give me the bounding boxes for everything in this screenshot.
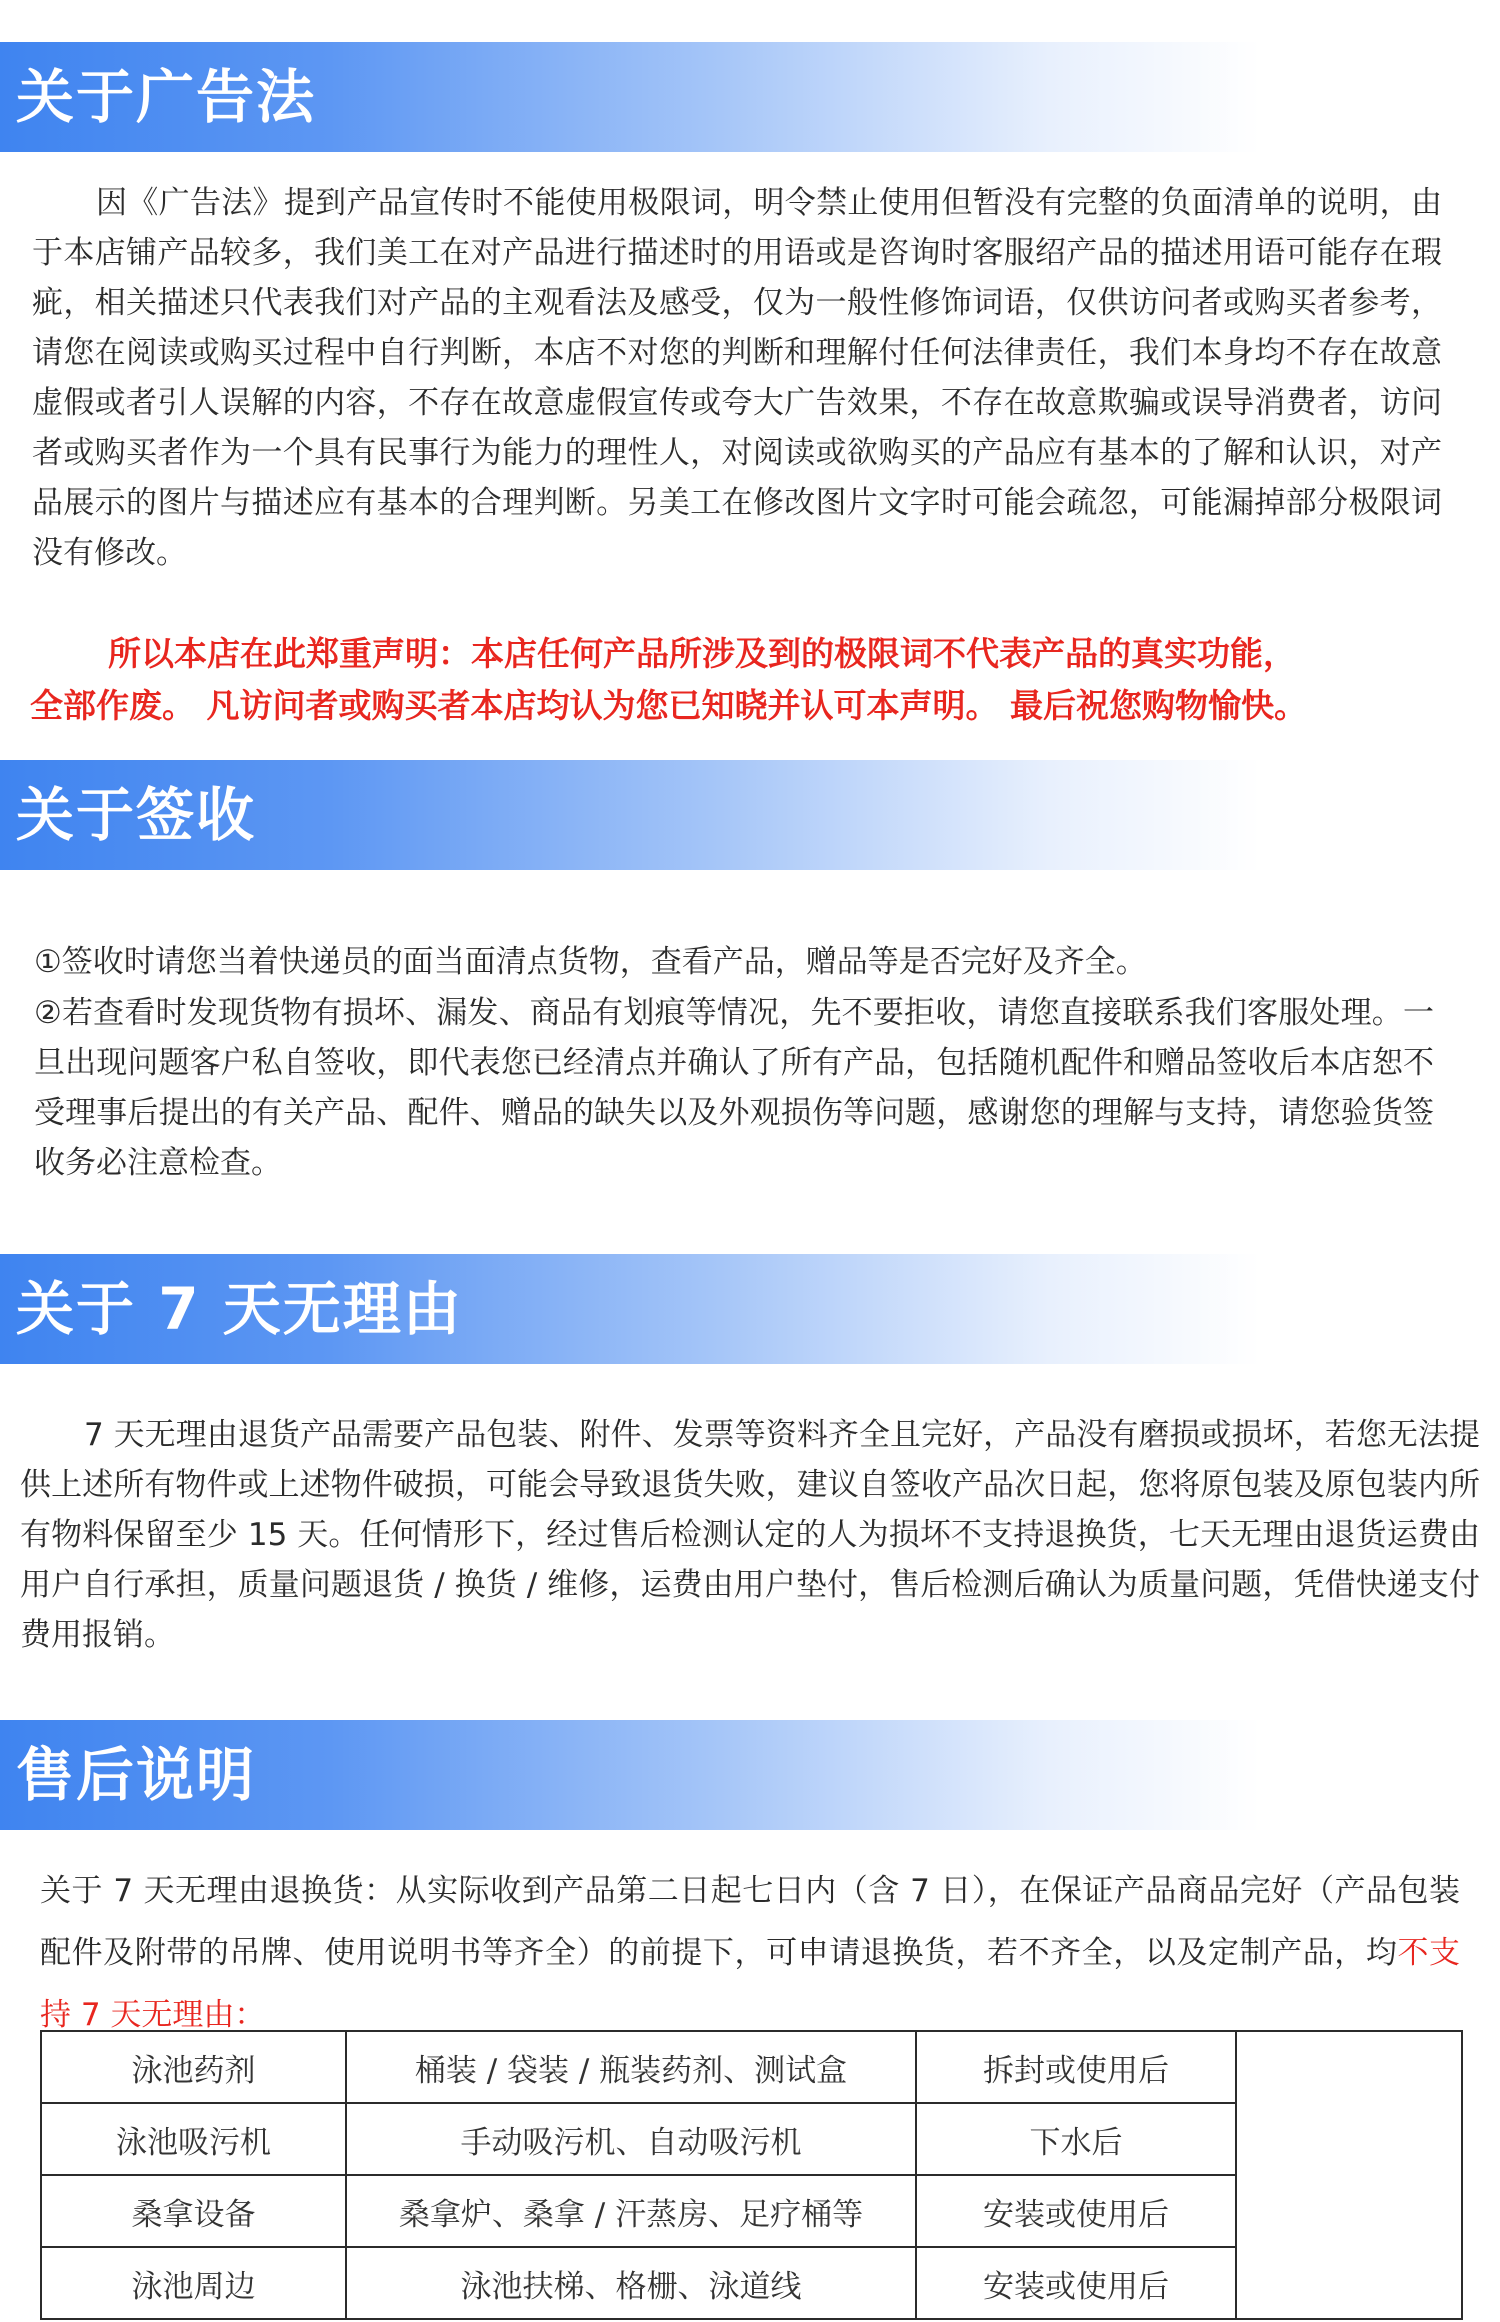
table-cell-category: 泳池药剂	[41, 2031, 346, 2103]
table-cell-items: 桶装 / 袋装 / 瓶装药剂、测试盒	[346, 2031, 916, 2103]
table-cell-items: 桑拿炉、桑拿 / 汗蒸房、足疗桶等	[346, 2175, 916, 2247]
table-cell-items: 泳池扶梯、格栅、泳道线	[346, 2247, 916, 2319]
seven-day-body: 7 天无理由退货产品需要产品包装、附件、发票等资料齐全且完好，产品没有磨损或损坏，若您无法提供上述所有物件或上述物件破损，可能会导致退货失败，建议自签收产品次日起，您将原包装及原包装内所有物料保留至少 15 天。任何情形下，经过售后检测认定的人为损坏不支持退换货，七天无理由退货运费由用户自行承担，质量问题退货 / 换货 / 维修，运费由用户垫付，售后检测后确认为质量问题，凭借快递支付费用报销。	[20, 1417, 1480, 1653]
table-cell-condition: 拆封或使用后	[916, 2031, 1236, 2103]
table-cell-condition: 安装或使用后	[916, 2247, 1236, 2319]
section-title: 关于 7 天无理由	[16, 1275, 463, 1343]
table-cell-blank	[1236, 2031, 1462, 2319]
ad-law-statement-line1: 所以本店在此郑重声明：本店任何产品所涉及到的极限词不代表产品的真实功能，	[108, 634, 1296, 673]
table-cell-category: 泳池周边	[41, 2247, 346, 2319]
return-policy-table	[40, 2030, 1463, 2320]
section-header-ad-law	[0, 42, 1500, 152]
table-cell-condition: 安装或使用后	[916, 2175, 1236, 2247]
table-row	[41, 2031, 1462, 2103]
section-title: 售后说明	[16, 1741, 257, 1809]
table-cell-condition: 下水后	[916, 2103, 1236, 2175]
section-title: 关于广告法	[16, 63, 317, 131]
receipt-item-1: ①签收时请您当着快递员的面当面清点货物，查看产品，赠品等是否完好及齐全。	[34, 944, 1147, 980]
table-cell-category: 泳池吸污机	[41, 2103, 346, 2175]
table-cell-category: 桑拿设备	[41, 2175, 346, 2247]
ad-law-statement-line2: 全部作废。 凡访问者或购买者本店均认为您已知晓并认可本声明。 最后祝您购物愉快。	[30, 686, 1307, 725]
after-sales-intro-red: 不支持 7 天无理由：	[40, 1935, 1461, 2033]
ad-law-body: 因《广告法》提到产品宣传时不能使用极限词，明令禁止使用但暂没有完整的负面清单的说明，由于本店铺产品较多，我们美工在对产品进行描述时的用语或是咨询时客服绍产品的描述用语可能存在瑕疵，相关描述只代表我们对产品的主观看法及感受，仅为一般性修饰词语，仅供访问者或购买者参考，请您在阅读或购买过程中自行判断，本店不对您的判断和理解付任何法律责任，我们本身均不存在故意虚假或者引人误解的内容，不存在故意虚假宣传或夸大广告效果，不存在故意欺骗或误导消费者，访问者或购买者作为一个具有民事行为能力的理性人，对阅读或欲购买的产品应有基本的了解和认识，对产品展示的图片与描述应有基本的合理判断。另美工在修改图片文字时可能会疏忽，可能漏掉部分极限词没有修改。	[32, 185, 1442, 571]
after-sales-intro	[40, 1860, 1460, 2046]
table-cell-items: 手动吸污机、自动吸污机	[346, 2103, 916, 2175]
section-title: 关于签收	[16, 781, 257, 849]
after-sales-intro-text: 关于 7 天无理由退换货：从实际收到产品第二日起七日内（含 7 日），在保证产品商品完好（产品包装配件及附带的吊牌、使用说明书等齐全）的前提下，可申请退换货，若不齐全，以及定制产品，均	[40, 1873, 1460, 1971]
receipt-item-2: ②若查看时发现货物有损坏、漏发、商品有划痕等情况，先不要拒收，请您直接联系我们客服处理。一旦出现问题客户私自签收，即代表您已经清点并确认了所有产品，包括随机配件和赠品签收后本店恕不受理事后提出的有关产品、配件、赠品的缺失以及外观损伤等问题，感谢您的理解与支持，请您验货签收务必注意检查。	[34, 995, 1434, 1181]
section-header-seven-day	[0, 1254, 1500, 1364]
section-header-after-sales	[0, 1720, 1500, 1830]
section-header-receipt	[0, 760, 1500, 870]
